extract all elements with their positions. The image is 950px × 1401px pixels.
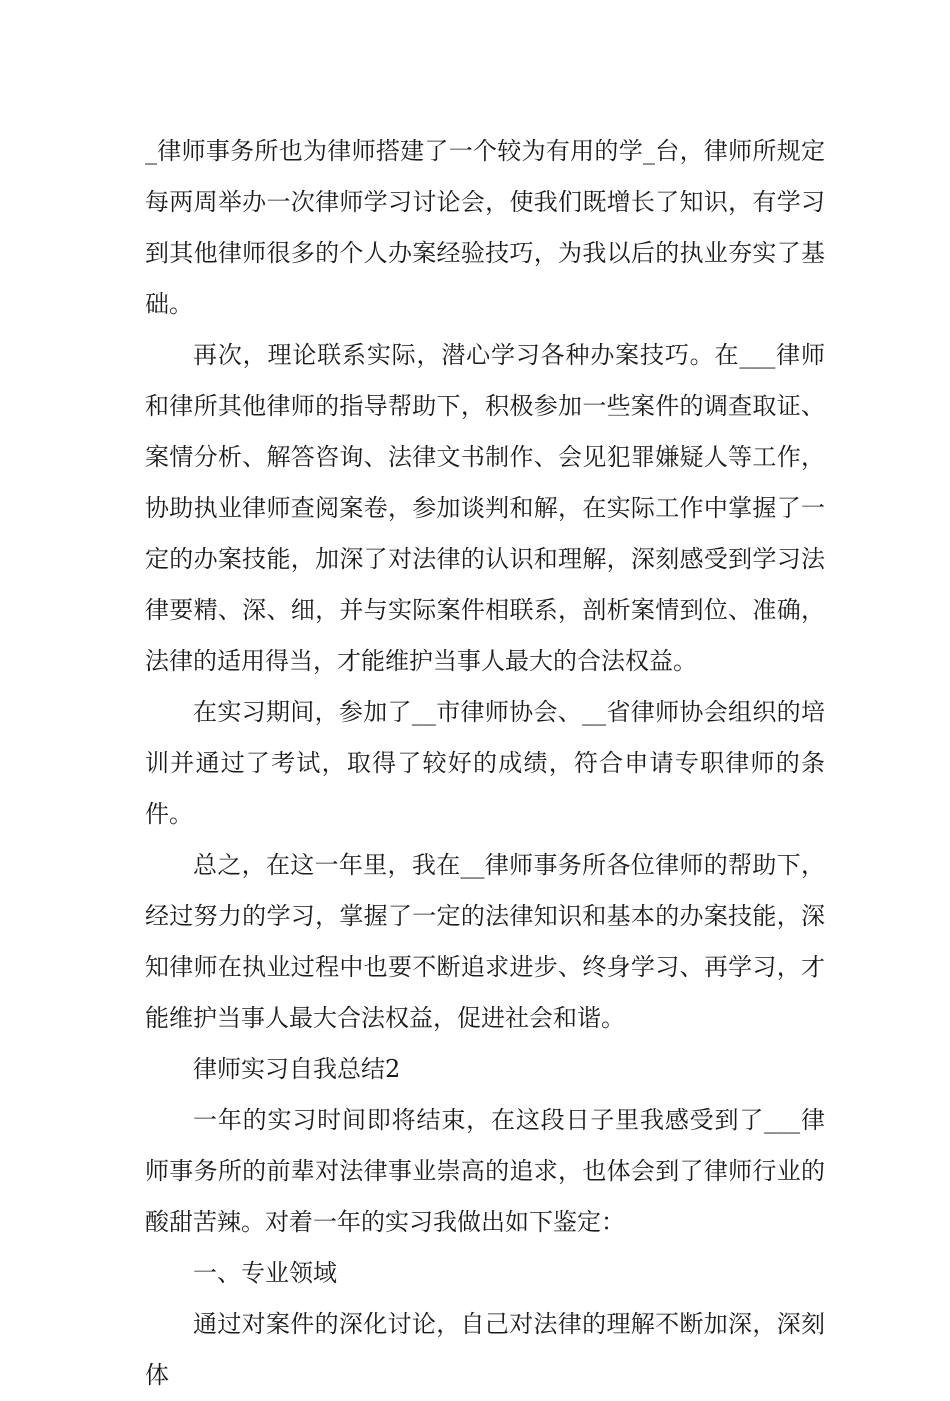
- paragraph-4: 总之，在这一年里，我在__律师事务所各位律师的帮助下，经过努力的学习，掌握了一定的法律知识和基本的办案技能，深知律师在执业过程中也要不断追求进步、终身学习、再学习，才能维护当事人最大合法权益，促进社会和谐。: [145, 851, 825, 1032]
- section-title: 律师实习自我总结2: [193, 1055, 401, 1083]
- subsection-heading: 一、专业领域: [193, 1259, 337, 1287]
- document-body: [145, 126, 825, 1401]
- paragraph-1: _律师事务所也为律师搭建了一个较为有用的学_台，律师所规定每两周举办一次律师学习讨论会，使我们既增长了知识，有学习到其他律师很多的个人办案经验技巧，为我以后的执业夯实了基础。: [145, 137, 825, 318]
- paragraph-2: 再次，理论联系实际，潜心学习各种办案技巧。在___律师和律所其他律师的指导帮助下，积极参加一些案件的调查取证、案情分析、解答咨询、法律文书制作、会见犯罪嫌疑人等工作，协助执业律师查阅案卷，参加谈判和解，在实际工作中掌握了一定的办案技能，加深了对法律的认识和理解，深刻感受到学习法律要精、深、细，并与实际案件相联系，剖析案情到位、准确，法律的适用得当，才能维护当事人最大的合法权益。: [145, 341, 825, 675]
- paragraph-6: 一年的实习时间即将结束，在这段日子里我感受到了___律师事务所的前辈对法律事业崇高的追求，也体会到了律师行业的酸甜苦辣。对着一年的实习我做出如下鉴定：: [145, 1106, 825, 1236]
- paragraph-8: 通过对案件的深化讨论，自己对法律的理解不断加深，深刻体: [145, 1310, 825, 1389]
- paragraph-3: 在实习期间，参加了__市律师协会、__省律师协会组织的培训并通过了考试，取得了较好的成绩，符合申请专职律师的条件。: [145, 698, 825, 828]
